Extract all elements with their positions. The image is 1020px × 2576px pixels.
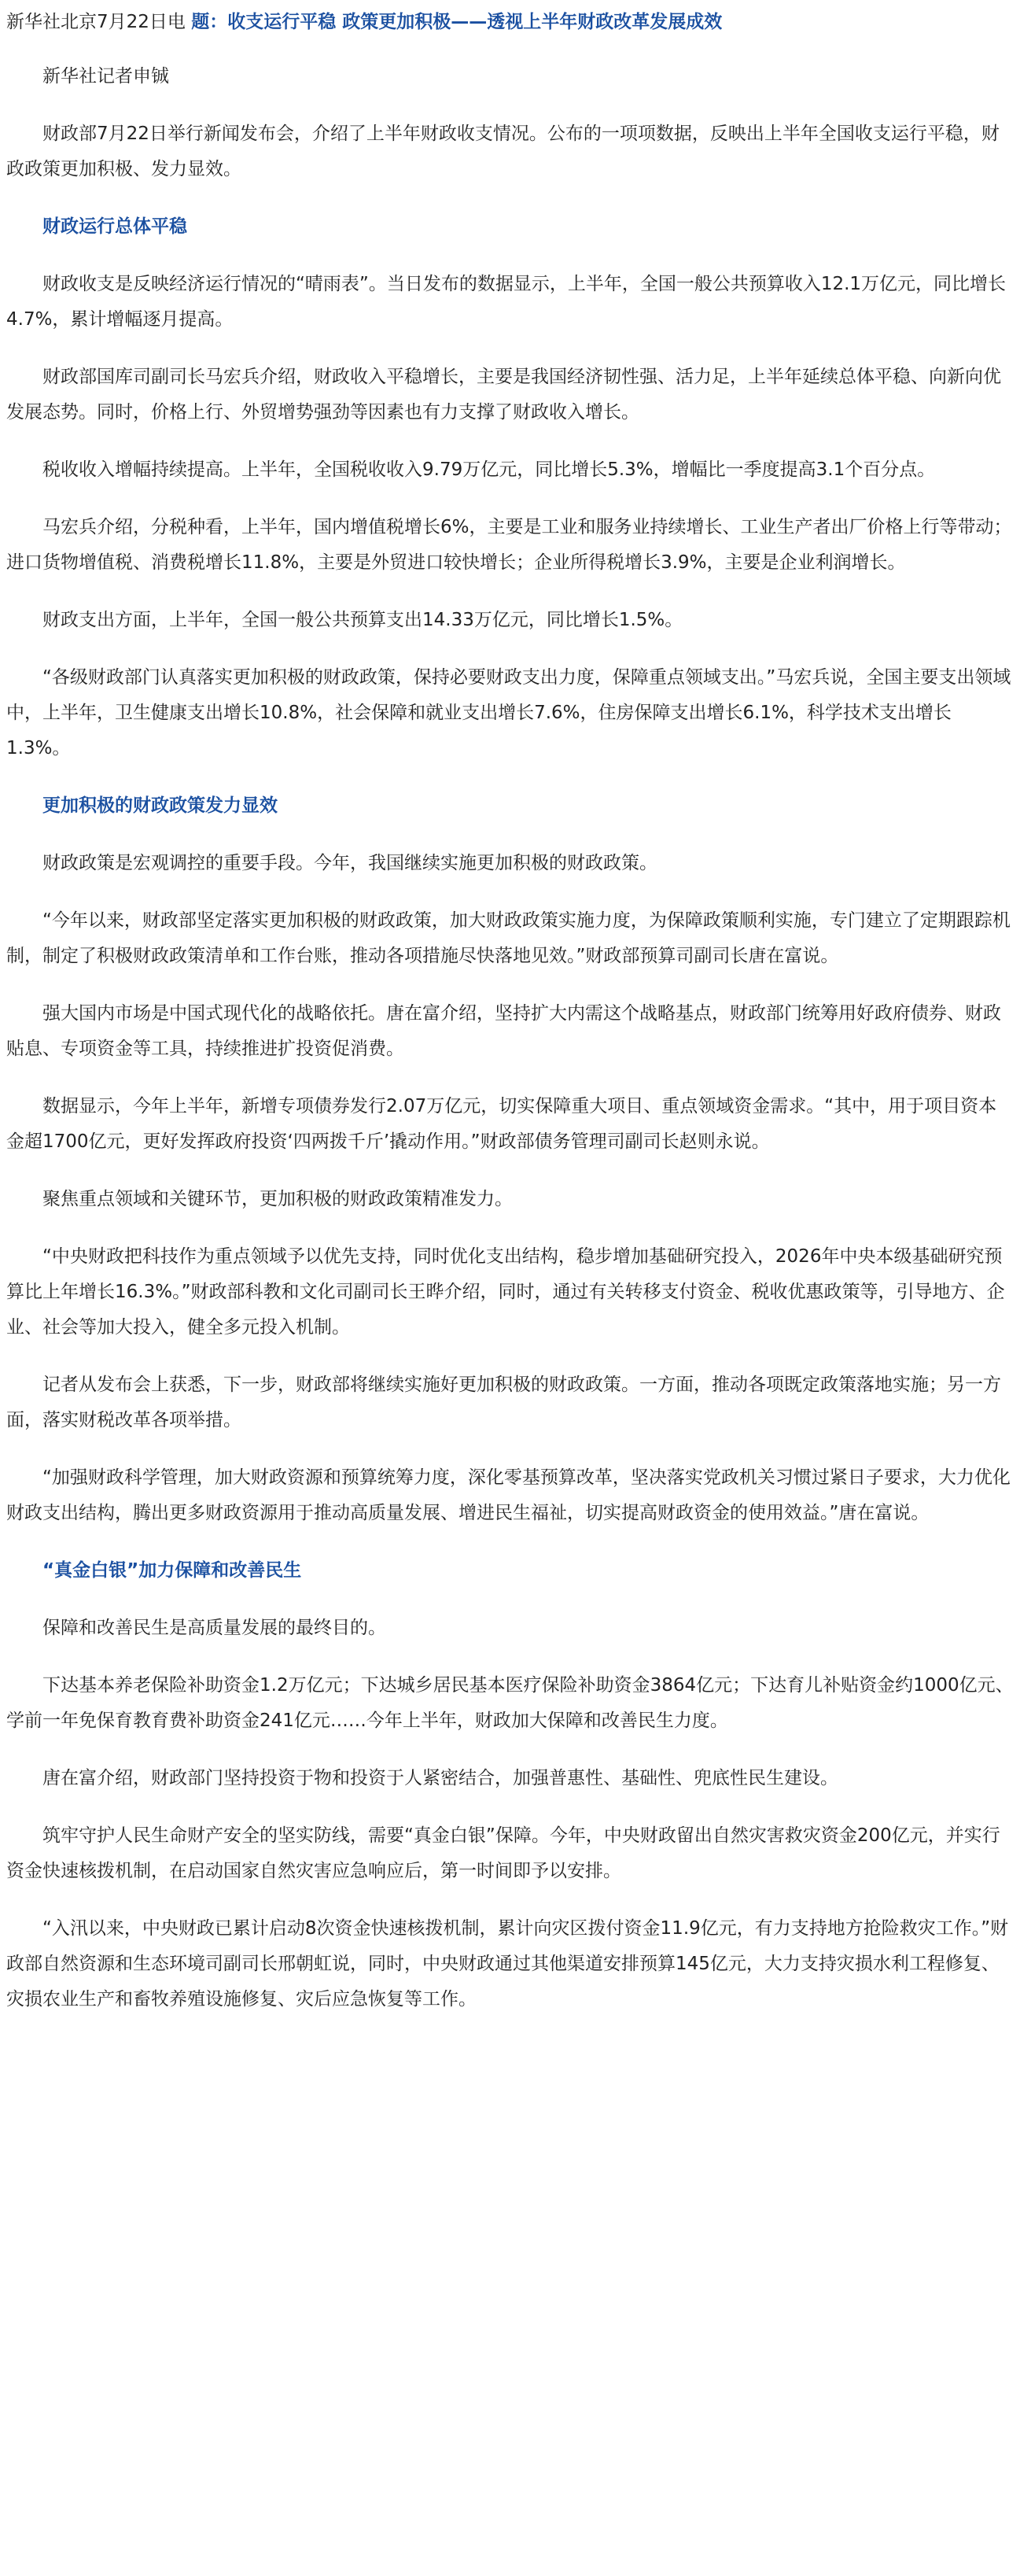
article-body (6, 116, 1014, 2017)
paragraph: 强大国内市场是中国式现代化的战略依托。唐在富介绍，坚持扩大内需这个战略基点，财政部门统筹用好政府债券、财政贴息、专项资金等工具，持续推进扩投资促消费。 (6, 1003, 1001, 1059)
paragraph: 财政收支是反映经济运行情况的“晴雨表”。当日发布的数据显示，上半年，全国一般公共预算收入12.1万亿元，同比增长4.7%，累计增幅逐月提高。 (6, 274, 1007, 330)
paragraph: 筑牢守护人民生命财产安全的坚实防线，需要“真金白银”保障。今年，中央财政留出自然灾害救灾资金200亿元，并实行资金快速核拨机制，在启动国家自然灾害应急响应后，第一时间即予以安排。 (6, 1825, 1000, 1881)
dateline: 新华社北京7月22日电 (6, 12, 186, 32)
paragraph: 唐在富介绍，财政部门坚持投资于物和投资于人紧密结合，加强普惠性、基础性、兜底性民生建设。 (42, 1768, 838, 1788)
paragraph: “中央财政把科技作为重点领域予以优先支持，同时优化支出结构，稳步增加基础研究投入，2026年中央本级基础研究预算比上年增长16.3%。”财政部科教和文化司副司长王晔介绍，同时，通过有关转移支付资金、税收优惠政策等，引导地方、企业、社会等加大投入，健全多元投入机制。 (6, 1246, 1005, 1338)
paragraph: “各级财政部门认真落实更加积极的财政政策，保持必要财政支出力度，保障重点领域支出。”马宏兵说，全国主要支出领域中，上半年，卫生健康支出增长10.8%，社会保障和就业支出增长7.6%，住房保障支出增长6.1%，科学技术支出增长1.3%。 (6, 667, 1011, 758)
paragraph: 财政政策是宏观调控的重要手段。今年，我国继续实施更加积极的财政政策。 (42, 853, 657, 873)
paragraph: 马宏兵介绍，分税种看，上半年，国内增值税增长6%，主要是工业和服务业持续增长、工业生产者出厂价格上行等带动；进口货物增值税、消费税增长11.8%，主要是外贸进口较快增长；企业所得税增长3.9%，主要是企业利润增长。 (6, 517, 1012, 573)
article-title: 收支运行平稳 政策更加积极——透视上半年财政改革发展成效 (227, 12, 723, 32)
section-heading: “真金白银”加力保障和改善民生 (42, 1560, 302, 1581)
paragraph: 下达基本养老保险补助资金1.2万亿元；下达城乡居民基本医疗保险补助资金3864亿元；下达育儿补贴资金约1000亿元、学前一年免保育教育费补助资金241亿元……今年上半年，财政加大保障和改善民生力度。 (6, 1675, 1014, 1731)
paragraph: “加强财政科学管理，加大财政资源和预算统筹力度，深化零基预算改革，坚决落实党政机关习惯过紧日子要求，大力优化财政支出结构，腾出更多财政资源用于推动高质量发展、增进民生福祉，切实提高财政资金的使用效益。”唐在富说。 (6, 1467, 1011, 1523)
title-prefix: 题： (191, 12, 228, 32)
paragraph: 记者从发布会上获悉，下一步，财政部将继续实施好更加积极的财政政策。一方面，推动各项既定政策落地实施；另一方面，落实财税改革各项举措。 (6, 1375, 1001, 1430)
paragraph: 保障和改善民生是高质量发展的最终目的。 (42, 1618, 386, 1638)
section-heading: 更加积极的财政政策发力显效 (42, 795, 278, 816)
paragraph: 财政支出方面，上半年，全国一般公共预算支出14.33万亿元，同比增长1.5%。 (42, 610, 683, 630)
section-heading: 财政运行总体平稳 (42, 216, 187, 237)
article-headline (6, 5, 1014, 40)
paragraph: 财政部7月22日举行新闻发布会，介绍了上半年财政收支情况。公布的一项项数据，反映出上半年全国收支运行平稳，财政政策更加积极、发力显效。 (6, 124, 1000, 179)
paragraph: 聚焦重点领域和关键环节，更加积极的财政政策精准发力。 (42, 1189, 513, 1209)
byline: 新华社记者申铖 (42, 66, 169, 87)
paragraph: 税收收入增幅持续提高。上半年，全国税收收入9.79万亿元，同比增长5.3%，增幅比一季度提高3.1个百分点。 (42, 459, 936, 480)
paragraph: “今年以来，财政部坚定落实更加积极的财政政策，加大财政政策实施力度，为保障政策顺利实施，专门建立了定期跟踪机制，制定了积极财政政策清单和工作台账，推动各项措施尽快落地见效。”财政部预算司副司长唐在富说。 (6, 910, 1011, 966)
paragraph: “入汛以来，中央财政已累计启动8次资金快速核拨机制，累计向灾区拨付资金11.9亿元，有力支持地方抢险救灾工作。”财政部自然资源和生态环境司副司长邢朝虹说，同时，中央财政通过其他渠道安排预算145亿元，大力支持灾损水利工程修复、灾损农业生产和畜牧养殖设施修复、灾后应急恢复等工作。 (6, 1918, 1009, 2010)
paragraph: 财政部国库司副司长马宏兵介绍，财政收入平稳增长，主要是我国经济韧性强、活力足，上半年延续总体平稳、向新向优发展态势。同时，价格上行、外贸增势强劲等因素也有力支撑了财政收入增长。 (6, 367, 1001, 423)
paragraph: 数据显示，今年上半年，新增专项债券发行2.07万亿元，切实保障重大项目、重点领域资金需求。“其中，用于项目资本金超1700亿元，更好发挥政府投资‘四两拨千斤’撬动作用。”财政部债务管理司副司长赵则永说。 (6, 1096, 997, 1152)
